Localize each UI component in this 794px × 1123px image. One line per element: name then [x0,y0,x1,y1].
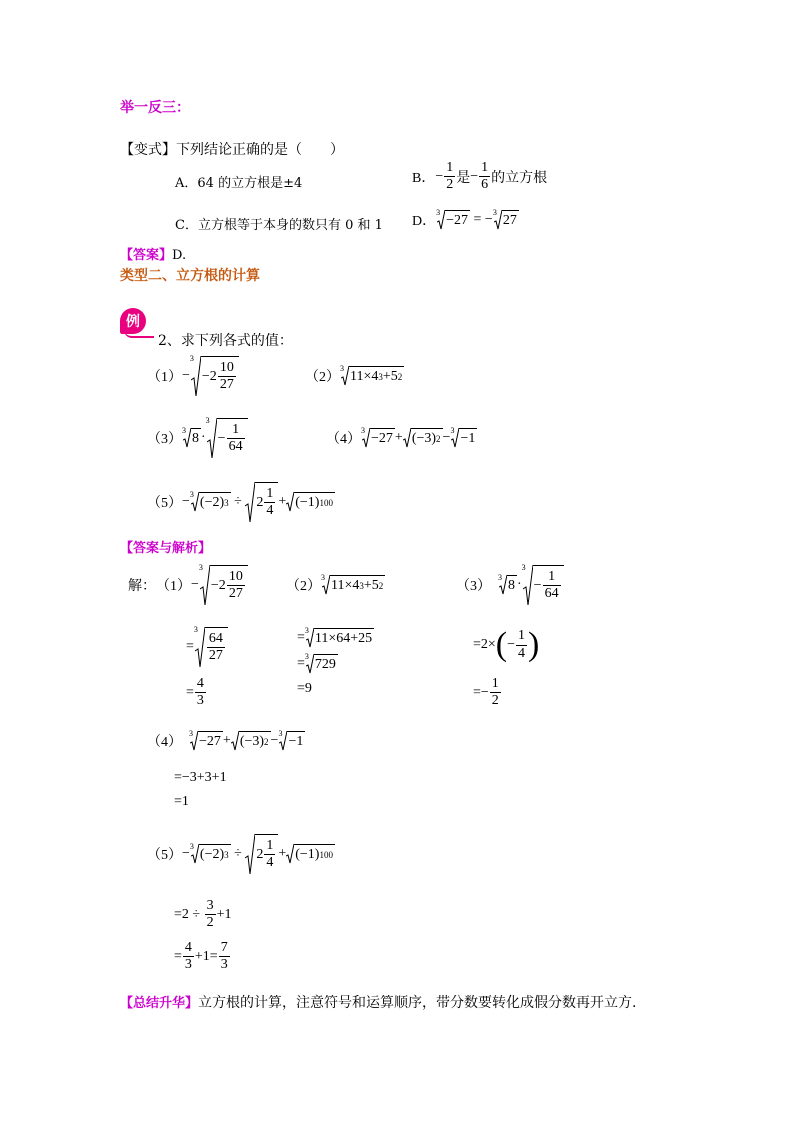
summary-tag: 【总结升华】 [120,996,199,1011]
example-badge-underline [124,330,154,338]
problem-1-label: （1） [147,370,182,385]
option-b: B． − $\frac{1}{2}$ 是 − $\frac{1}{6}$ 的立方根 [412,160,548,193]
option-b-label: B． [412,170,436,186]
example-text: 2、求下列各式的值： [158,333,293,349]
type2-title: 类型二、立方根的计算 [120,268,260,284]
solution-4-step-1: =−3+3+1 [174,770,227,785]
solution-2-step-3: =9 [297,681,312,696]
problem-2: （2） 3 11×4 3 +5 2 [305,364,403,385]
solution-3-header: （3） 3 8 · 3 − $\frac{1}{64}$ [456,565,564,605]
solution-prefix: 解： [128,579,156,594]
option-a: A．64 的立方根是±4 [175,176,303,191]
solution-5-header: （5） − 3 (−2) 3 ÷ 2 $\frac{1}{4}$ + (−1) 100 [147,834,335,874]
bianshi-question [120,139,344,159]
option-b-suffix: 的立方根 [491,170,548,186]
solution-4-step-2: =1 [174,794,189,809]
answer-text: D. [172,248,187,263]
heading-jyfs: 举一反三： [120,100,190,116]
example-badge: 例 [120,308,146,334]
problem-5-label: （5） [147,496,182,511]
problem-5: （5） − 3 (−2) 3 ÷ 2 $\frac{1}{4}$ + (−1) 100 [147,482,335,522]
solution-4-header: （4） 3 −27 + (−3) 2 − 3 −1 [147,729,304,750]
option-d: D． 3 −27 = − 3 27 [412,208,517,229]
problem-4-label: （4） [326,432,361,447]
solution-5-step-1: =2 ÷ $\frac{3}{2}$ +1 [174,898,232,931]
option-b-is: 是 [456,170,471,186]
summary-line [120,992,636,1012]
solution-2-header: （2） 3 11×4 3 +5 2 [286,573,384,594]
problem-1: （1） − 3 −2 $\frac{10}{27}$ [147,356,239,396]
solution-3-label: （3） [456,579,491,594]
answer-line [120,244,186,263]
solution-4-label: （4） [147,735,182,750]
solution-2-step-1: = 3 11×64+25 [297,628,374,648]
solution-5-label: （5） [147,848,182,863]
option-d-label: D． [412,214,437,229]
problem-3-label: （3） [147,432,182,447]
bianshi-tag: 【变式】 [120,142,176,158]
analysis-tag: 【答案与解析】 [120,541,212,556]
solution-3-step-1: =2× ( − $\frac{1}{4}$ ) [473,626,540,663]
problem-2-label: （2） [305,370,340,385]
solution-1-step-1: = 3 $\frac{64}{27}$ [186,627,228,667]
solution-1-header: 解： （1） − 3 −2 $\frac{10}{27}$ [128,565,248,605]
problem-3: （3） 3 8 · 3 − $\frac{1}{64}$ [147,418,248,458]
option-c: C．立方根等于本身的数只有 0 和 1 [175,218,383,233]
solution-1-label: （1） [156,579,191,594]
solution-2-label: （2） [286,579,321,594]
solution-3-step-2: =− $\frac{1}{2}$ [473,676,499,709]
bianshi-text: 下列结论正确的是（ ） [176,142,344,158]
solution-1-step-2: = $\frac{4}{3}$ [186,676,204,709]
answer-tag: 【答案】 [120,248,173,263]
solution-2-step-2: = 3 729 [297,654,338,674]
summary-text: 立方根的计算，注意符号和运算顺序，带分数要转化成假分数再开立方. [198,995,637,1011]
problem-4: （4） 3 −27 + (−3) 2 − 3 −1 [326,426,476,447]
solution-5-step-2: = $\frac{4}{3}$ +1= $\frac{7}{3}$ [174,940,228,973]
